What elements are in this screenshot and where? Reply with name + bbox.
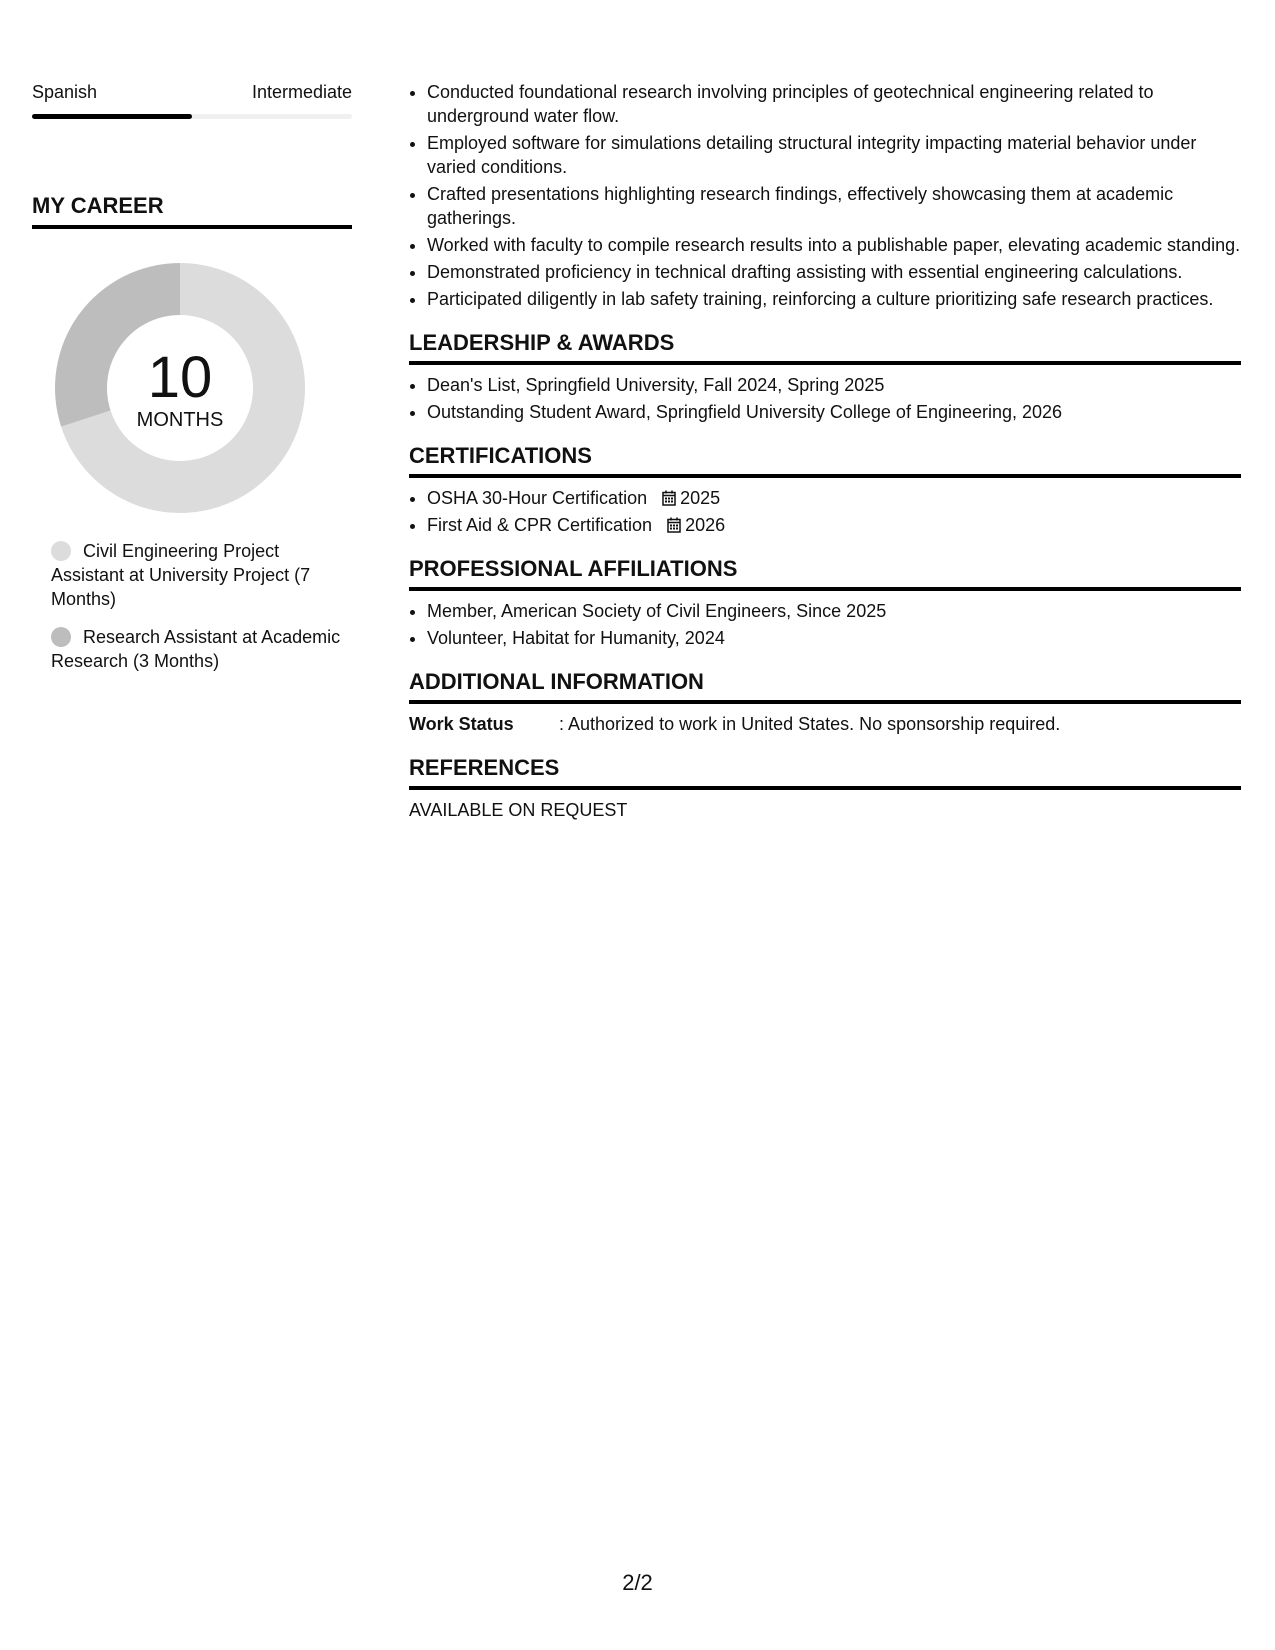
certification-year: 2026 <box>685 515 726 535</box>
left-column <box>32 80 352 687</box>
certifications-heading: CERTIFICATIONS <box>409 442 1241 478</box>
page-number: 2/2 <box>622 1570 653 1595</box>
additional-info-heading: ADDITIONAL INFORMATION <box>409 668 1241 704</box>
legend-dot-icon <box>51 627 71 647</box>
career-total-value: 10 <box>147 345 213 410</box>
list-item: • Member, American Society of Civil Engineers, Since 2025 <box>427 599 1241 623</box>
work-status-label: Work Status <box>409 714 514 734</box>
references-heading: REFERENCES <box>409 754 1241 790</box>
leadership-heading: LEADERSHIP & AWARDS <box>409 329 1241 365</box>
calendar-icon <box>667 517 681 533</box>
certification-name: First Aid & CPR Certification <box>427 515 653 535</box>
certifications-list <box>409 486 1241 537</box>
legend-dot-icon <box>51 541 71 561</box>
career-heading: MY CAREER <box>32 191 352 229</box>
language-proficiency-bar <box>32 114 352 119</box>
certification-name: OSHA 30-Hour Certification <box>427 488 648 508</box>
list-item: • Dean's List, Springfield University, Fall 2024, Spring 2025 <box>427 373 1241 397</box>
certification-year: 2025 <box>680 488 721 508</box>
list-item: • Worked with faculty to compile research results into a publishable paper, elevating academic standing. <box>427 233 1241 257</box>
affiliations-list <box>409 599 1241 650</box>
career-total-unit: MONTHS <box>136 409 224 431</box>
career-legend-item <box>51 625 352 673</box>
list-item: • Crafted presentations highlighting research findings, effectively showcasing them at academic gatherings. <box>427 182 1241 230</box>
list-item: • Participated diligently in lab safety training, reinforcing a culture prioritizing safe research practices. <box>427 287 1241 311</box>
language-name: Spanish <box>32 82 98 102</box>
work-status-value: : Authorized to work in United States. No sponsorship required. <box>559 714 1061 734</box>
career-donut-chart <box>55 263 305 513</box>
certification-item <box>427 513 1241 537</box>
career-legend-label: Civil Engineering Project Assistant at University Project (7 Months) <box>51 541 311 609</box>
list-item: • Employed software for simulations detailing structural integrity impacting material behavior under varied conditions. <box>427 131 1241 179</box>
experience-bullets <box>409 80 1241 311</box>
references-text: AVAILABLE ON REQUEST <box>409 800 628 820</box>
list-item: • Volunteer, Habitat for Humanity, 2024 <box>427 626 1241 650</box>
certification-item <box>427 486 1241 510</box>
language-level: Intermediate <box>251 82 352 102</box>
right-column <box>409 80 1241 822</box>
calendar-icon <box>662 490 676 506</box>
work-status-row <box>409 712 1241 736</box>
list-item: • Demonstrated proficiency in technical drafting assisting with essential engineering calculations. <box>427 260 1241 284</box>
leadership-list <box>409 373 1241 424</box>
donut-center <box>55 263 305 513</box>
career-legend-label: Research Assistant at Academic Research (3 Months) <box>51 627 341 671</box>
language-proficiency-fill <box>32 114 192 119</box>
career-legend <box>32 539 352 673</box>
list-item: • Outstanding Student Award, Springfield University College of Engineering, 2026 <box>427 400 1241 424</box>
language-row <box>32 80 352 104</box>
list-item: • Conducted foundational research involving principles of geotechnical engineering related to underground water flow. <box>427 80 1241 128</box>
affiliations-heading: PROFESSIONAL AFFILIATIONS <box>409 555 1241 591</box>
career-legend-item <box>51 539 352 611</box>
